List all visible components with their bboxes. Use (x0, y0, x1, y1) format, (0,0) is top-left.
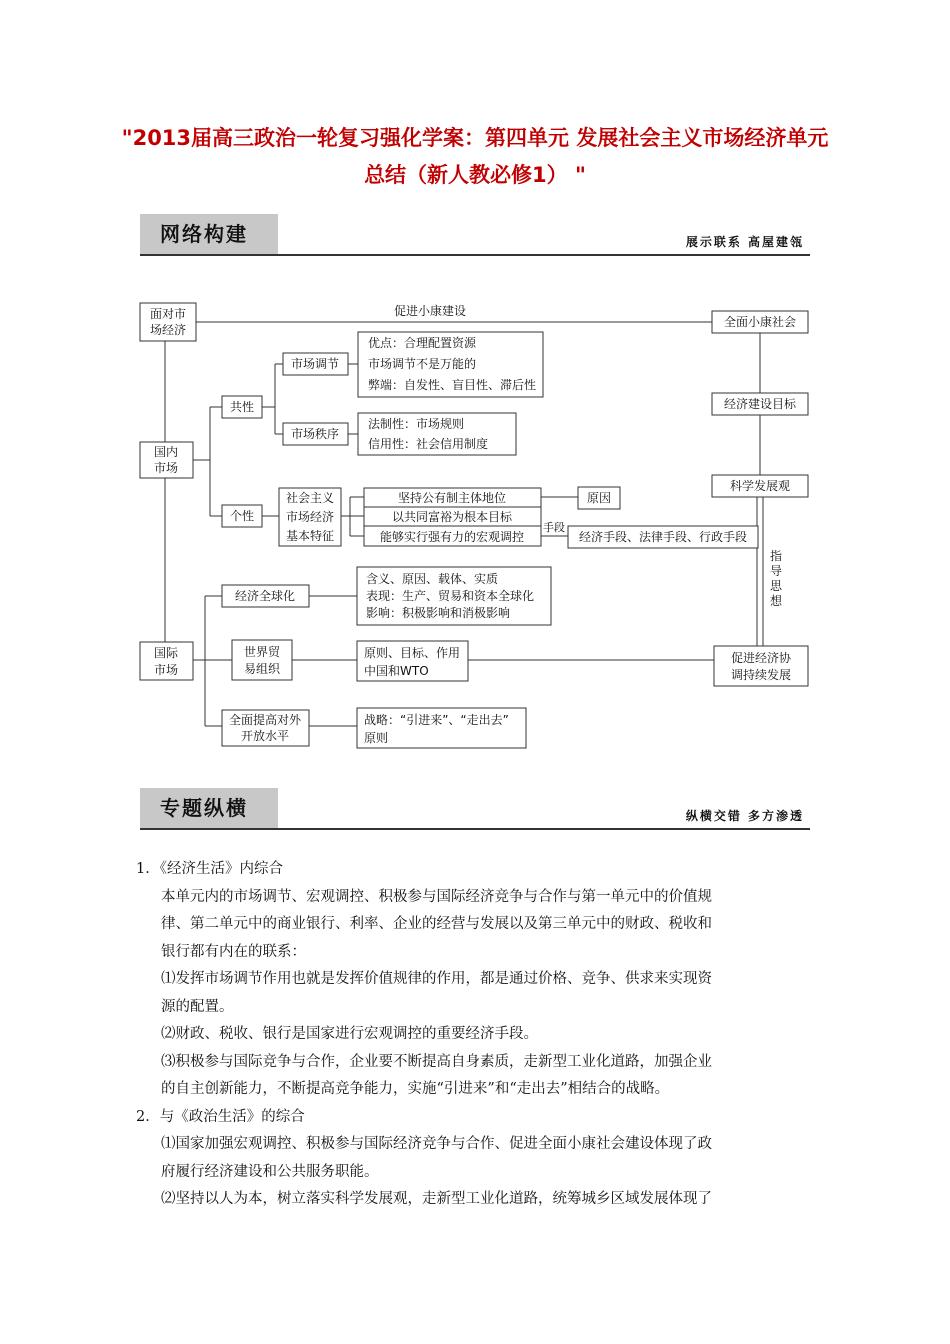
face-market-line1: 面对市 (149, 307, 187, 321)
guide-char: 想 (769, 594, 783, 608)
section-tab: 网络构建 (140, 214, 278, 254)
wto-line1: 世界贸 (243, 645, 281, 659)
body-line: 律、第二单元中的商业银行、利率、企业的经营与发展以及第三单元中的财政、税收和 (161, 916, 712, 932)
international-market-line2: 市场 (153, 663, 179, 677)
opening-line2: 开放水平 (240, 729, 290, 743)
face-market-line2: 场经济 (149, 323, 187, 337)
body-line: ⑴国家加强宏观调控、积极参与国际经济竞争与合作、促进全面小康社会建设体现了政 (161, 1136, 712, 1152)
guide-char: 指 (769, 549, 783, 563)
means-node: 经济手段、法律手段、行政手段 (578, 530, 748, 544)
xiaokang-society-node: 全面小康社会 (723, 315, 797, 329)
glob-note: 含义、原因、载体、实质 (366, 572, 499, 586)
feature-item: 以共同富裕为根本目标 (391, 510, 513, 524)
body-line: 府履行经济建设和公共服务职能。 (161, 1163, 379, 1180)
means-label: 手段 (543, 521, 565, 534)
body-line: ⑶积极参与国际竞争与合作，企业要不断提高自身素质，走新型工业化道路，加强企业 (161, 1053, 712, 1070)
feature-item: 坚持公有制主体地位 (397, 491, 507, 505)
socialist-features-line3: 基本特征 (285, 529, 335, 543)
opening-note: 战略：“引进来”、“走出去” (364, 713, 509, 727)
reason-node: 原因 (586, 491, 612, 505)
guide-char: 思 (769, 579, 783, 593)
order-note: 信用性：社会信用制度 (368, 437, 489, 451)
international-market-line1: 国际 (153, 646, 179, 660)
body-text (136, 856, 820, 1214)
globalization-node: 经济全球化 (234, 589, 296, 603)
body-line: 2．与《政治生活》的综合 (136, 1108, 305, 1125)
promote-sustain-line2: 调持续发展 (730, 668, 792, 682)
page-title: "2013届高三政治一轮复习强化学案：第四单元 发展社会主义市场经济单元总结（新人教必修1） " (121, 126, 829, 187)
opening-note: 原则 (364, 731, 389, 745)
order-note: 法制性：市场规则 (368, 417, 465, 431)
guide-char: 导 (769, 564, 783, 578)
socialist-features-line1: 社会主义 (285, 491, 335, 505)
body-line: ⑴发挥市场调节作用也就是发挥价值规律的作用，都是通过价格、竞争、供求来实现资 (161, 971, 712, 987)
wto-line2: 易组织 (243, 662, 281, 676)
wto-note: 原则、目标、作用 (364, 646, 461, 660)
section-tab: 专题纵横 (140, 788, 278, 828)
individuality-node: 个性 (229, 509, 255, 523)
body-line: 1．《经济生活》内综合 (136, 861, 283, 877)
regulation-note: 市场调节不是万能的 (368, 357, 477, 371)
section-subtitle: 展示联系 高屋建瓴 (685, 235, 804, 249)
body-line: 的自主创新能力，不断提高竞争能力，实施“引进来”和“走出去”相结合的战略。 (161, 1081, 670, 1097)
regulation-note: 优点：合理配置资源 (368, 336, 477, 350)
sci-dev-node: 科学发展观 (729, 479, 791, 493)
section-banner-topics (140, 788, 810, 830)
body-line: 银行都有内在的联系： (161, 943, 306, 960)
body-line: ⑵坚持以人为本，树立落实科学发展观，走新型工业化道路，统筹城乡区域发展体现了 (161, 1191, 712, 1207)
domestic-market-line2: 市场 (153, 461, 179, 475)
commonality-node: 共性 (229, 400, 255, 414)
glob-note: 表现：生产、贸易和资本全球化 (366, 589, 535, 603)
body-line: ⑵财政、税收、银行是国家进行宏观调控的重要经济手段。 (161, 1026, 538, 1042)
wto-note: 中国和WTO (364, 664, 429, 678)
domestic-market-line1: 国内 (153, 445, 179, 459)
glob-note: 影响：积极影响和消极影响 (366, 606, 511, 620)
market-order-node: 市场秩序 (290, 427, 340, 441)
section-subtitle: 纵横交错 多方渗透 (685, 809, 804, 823)
body-line: 本单元内的市场调节、宏观调控、积极参与国际经济竞争与合作与第一单元中的价值规 (161, 888, 712, 905)
econ-goal-node: 经济建设目标 (723, 397, 797, 411)
opening-line1: 全面提高对外 (228, 713, 302, 727)
socialist-features-line2: 市场经济 (285, 510, 335, 524)
promote-sustain-line1: 促进经济协 (730, 651, 792, 665)
feature-item: 能够实行强有力的宏观调控 (379, 530, 525, 544)
market-regulation-node: 市场调节 (290, 357, 340, 371)
regulation-note: 弊端：自发性、盲目性、滞后性 (368, 378, 537, 392)
body-line: 源的配置。 (161, 998, 234, 1015)
promote-xiaokang-label: 促进小康建设 (393, 304, 467, 318)
